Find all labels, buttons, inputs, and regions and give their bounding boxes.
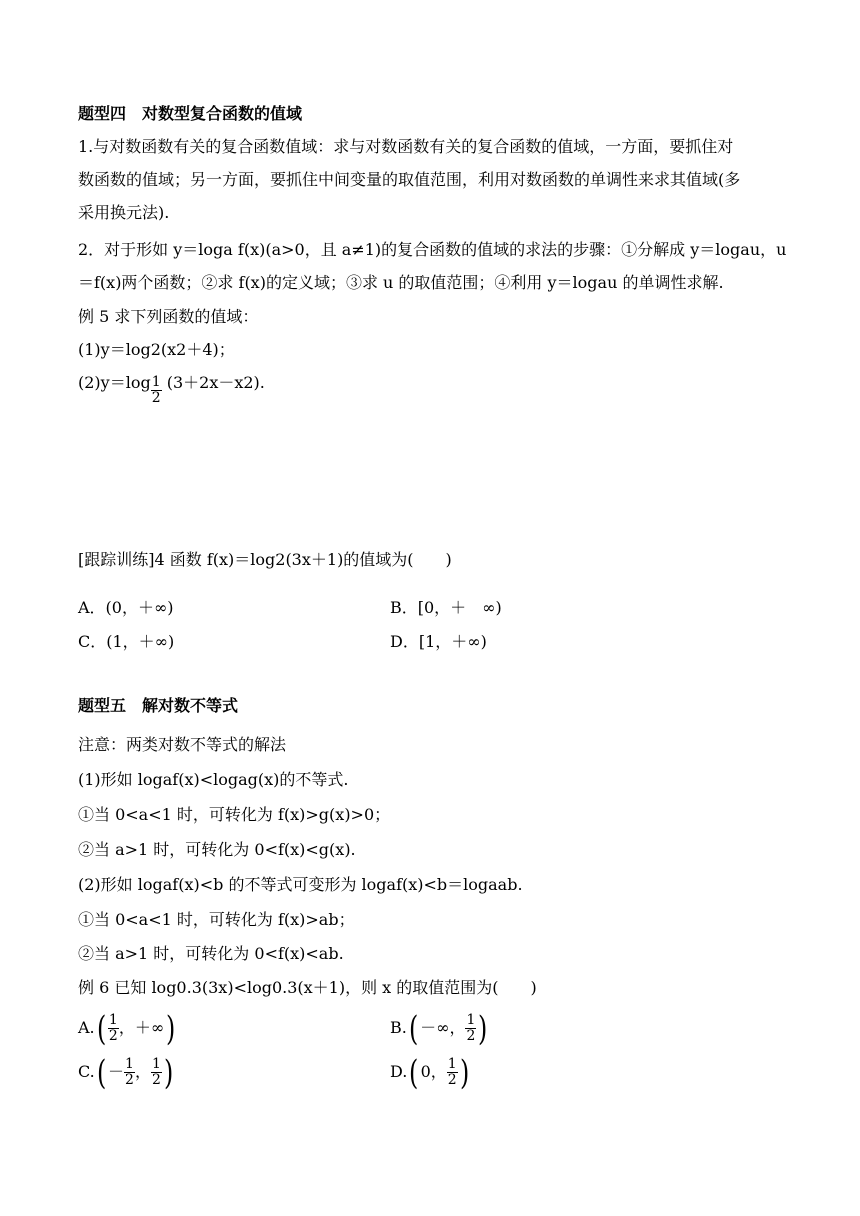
log-base-fraction: $\frac{1}{2}$: [151, 374, 161, 406]
example6-stem: 例 6 已知 log0.3(3x)<log0.3(x＋1)，则 x 的取值范围为( ): [78, 978, 537, 997]
example5-item2-post: (3＋2x－x2).: [161, 373, 265, 392]
example6-option-b: B.( －∞， $\frac{1}{2}$ ): [390, 1008, 488, 1049]
section5-type1-case-b: ②当 a>1 时，可转化为 0<f(x)<g(x).: [78, 840, 356, 859]
practice4-stem: [跟踪训练]4 函数 f(x)＝log2(3x＋1)的值域为( ): [78, 550, 452, 569]
section4-title: 题型四 对数型复合函数的值域: [78, 104, 303, 123]
section4-p2-line2: ＝f(x)两个函数；②求 f(x)的定义域；③求 u 的取值范围；④利用 y＝logau 的单调性求解.: [78, 273, 724, 292]
example6-option-c: C.( － $\frac{1}{2}$ ， $\frac{1}{2}$ ): [78, 1052, 174, 1093]
example5-item2-pre: (2)y＝log: [78, 373, 151, 392]
section5-type1-case-a: ①当 0<a<1 时，可转化为 f(x)>g(x)>0；: [78, 805, 391, 824]
section5-type2: (2)形如 logaf(x)<b 的不等式可变形为 logaf(x)<b＝logaab.: [78, 875, 523, 894]
section5-title: 题型五 解对数不等式: [78, 696, 239, 715]
example6-option-d: D.( 0， $\frac{1}{2}$ ): [390, 1052, 469, 1093]
practice4-option-a: A．(0，＋∞): [78, 598, 174, 617]
example6-option-a: A.( $\frac{1}{2}$ ，＋∞): [78, 1008, 176, 1049]
example5-title: 例 5 求下列函数的值域：: [78, 307, 259, 326]
section4-p1-line3: 采用换元法).: [78, 203, 170, 222]
practice4-option-c: C．(1，＋∞): [78, 632, 175, 651]
section4-p1-line1: 1.与对数函数有关的复合函数值域：求与对数函数有关的复合函数的值域，一方面，要抓住对: [78, 137, 734, 156]
example5-item2: [78, 373, 265, 406]
section5-type2-case-a: ①当 0<a<1 时，可转化为 f(x)>ab；: [78, 910, 355, 929]
example5-item1: (1)y＝log2(x2＋4)；: [78, 340, 235, 359]
practice4-option-b: B．[0，＋ ∞): [390, 598, 502, 617]
practice4-option-d: D．[1，＋∞): [390, 632, 487, 651]
section4-p2-line1: 2．对于形如 y＝loga f(x)(a>0，且 a≠1)的复合函数的值域的求法的步骤：①分解成 y＝logau，u: [78, 240, 787, 259]
section4-p1-line2: 数函数的值域；另一方面，要抓住中间变量的取值范围，利用对数函数的单调性来求其值域(多: [78, 170, 741, 189]
section5-type1: (1)形如 logaf(x)<logag(x)的不等式.: [78, 770, 349, 789]
section5-note: 注意：两类对数不等式的解法: [78, 735, 287, 754]
section5-type2-case-b: ②当 a>1 时，可转化为 0<f(x)<ab.: [78, 944, 344, 963]
